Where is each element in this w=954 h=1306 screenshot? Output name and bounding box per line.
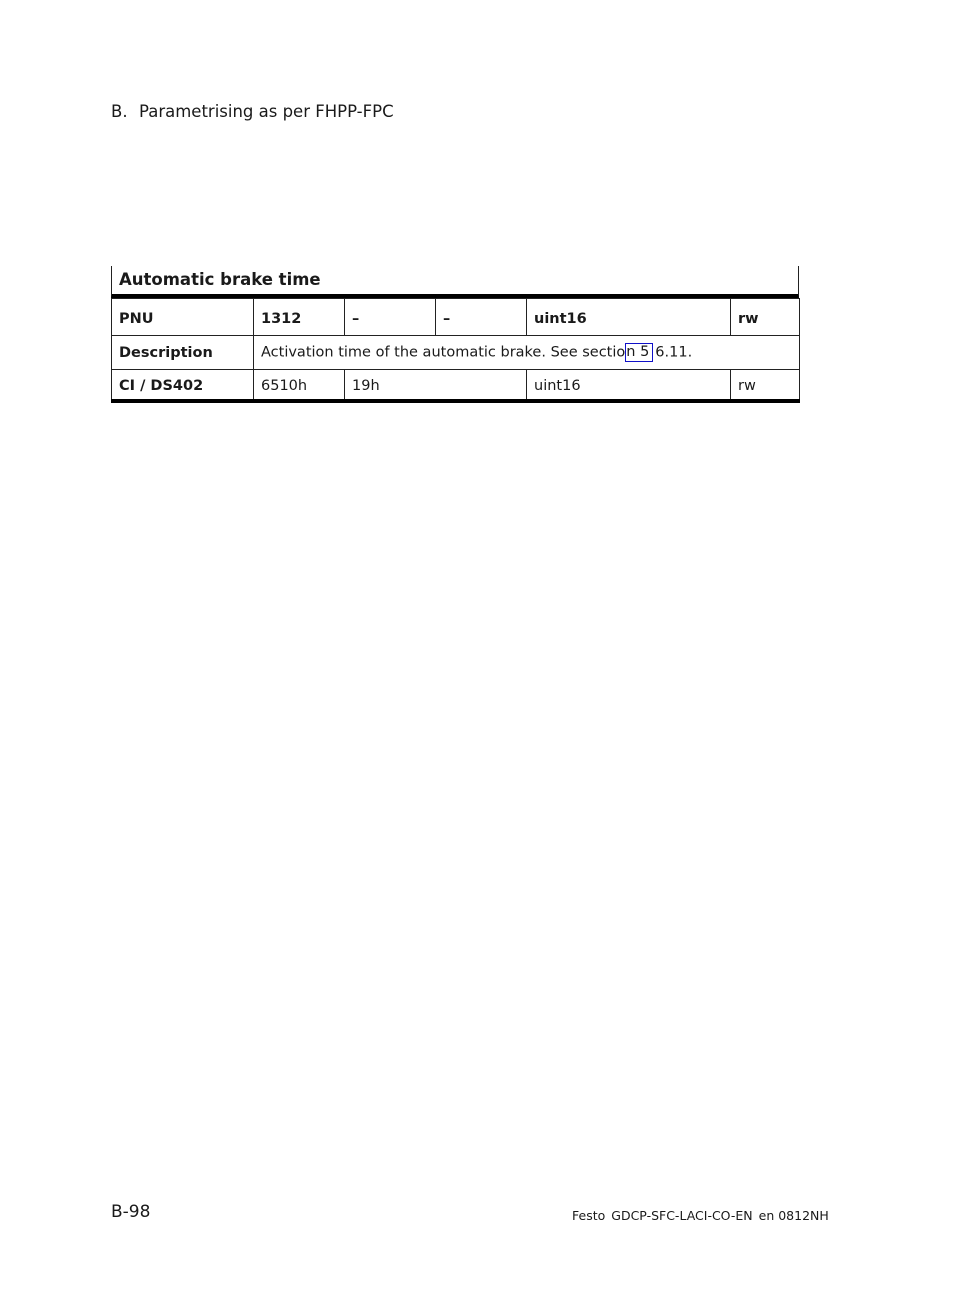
section-number: B. [111,102,128,121]
description-row [112,336,800,370]
description-label: Description [112,336,254,370]
pnu-value: 1312 [254,299,345,336]
footer-version: en 0812NH [758,1208,829,1223]
footer-doc-id: GDCP-SFC-LACI-CO-EN [611,1208,753,1223]
ci-type: uint16 [527,370,731,401]
section-heading [111,102,394,121]
parameter-title: Automatic brake time [111,266,799,298]
parameter-table [111,266,799,403]
pnu-label: PNU [112,299,254,336]
pnu-access: rw [731,299,800,336]
description-text [254,336,800,370]
pnu-subindex-to: – [436,299,527,336]
ci-index: 6510h [254,370,345,401]
pnu-subindex-from: – [345,299,436,336]
pnu-row [112,299,800,336]
ci-label: CI / DS402 [112,370,254,401]
ci-subindex: 19h [345,370,527,401]
ci-row [112,370,800,401]
pnu-type: uint16 [527,299,731,336]
page-number: B-98 [111,1202,151,1222]
section-link[interactable]: n 5 [625,343,653,362]
ci-access: rw [731,370,800,401]
footer-doc-info [572,1208,835,1223]
description-text-before: Activation time of the automatic brake. See sectio [261,344,626,361]
description-text-after: 6.11. [655,344,693,361]
section-title: Parametrising as per FHPP-FPC [139,102,394,121]
footer-company: Festo [572,1208,606,1223]
